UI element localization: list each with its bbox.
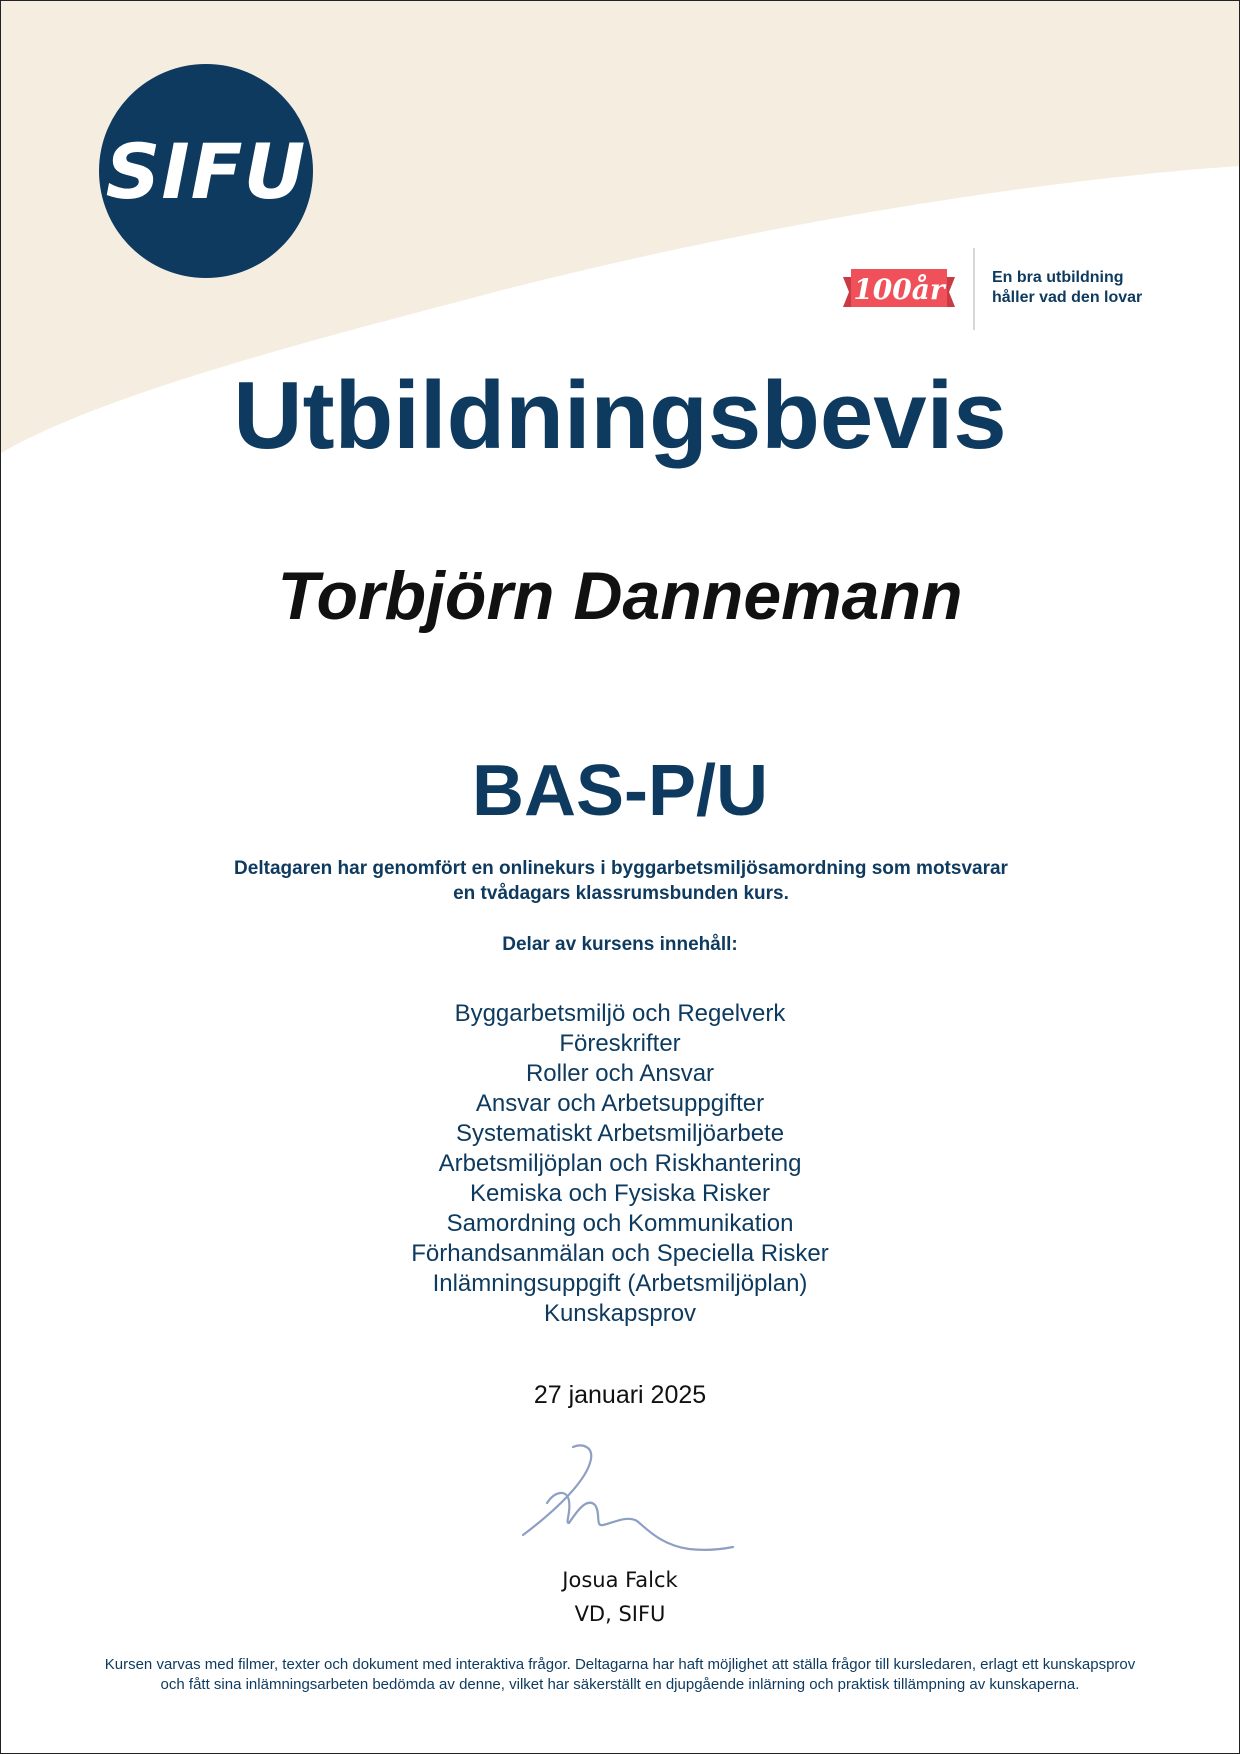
content-item: Arbetsmiljöplan och Riskhantering — [438, 1150, 802, 1177]
certificate-title: Utbildningsbevis — [233, 362, 1007, 469]
signatory-title: VD, SIFU — [574, 1602, 666, 1626]
tagline-line-1: En bra utbildning — [992, 269, 1124, 286]
issue-date: 27 januari 2025 — [533, 1381, 707, 1409]
tagline-line-2: håller vad den lovar — [992, 289, 1143, 306]
content-item: Byggarbetsmiljö och Regelverk — [454, 1000, 786, 1027]
content-item: Inlämningsuppgift (Arbetsmiljöplan) — [432, 1270, 808, 1297]
course-description: Deltagaren har genomfört en onlinekurs i byggarbetsmiljösamordning som motsvarar en tvådagars klassrumsbunden kurs. — [234, 858, 1008, 904]
content-heading: Delar av kursens innehåll: — [502, 934, 738, 955]
anniversary-badge-label: 100år — [853, 272, 945, 306]
course-name: BAS-P/U — [471, 751, 768, 831]
content-item: Kunskapsprov — [543, 1300, 697, 1327]
content-item: Roller och Ansvar — [525, 1060, 715, 1087]
content-item: Systematiskt Arbetsmiljöarbete — [455, 1120, 785, 1147]
content-item: Förhandsanmälan och Speciella Risker — [411, 1240, 829, 1267]
content-item: Kemiska och Fysiska Risker — [469, 1180, 771, 1207]
course-content-list — [1, 999, 1239, 1329]
brand-tagline — [992, 268, 1212, 308]
anniversary-ribbon-badge — [843, 263, 955, 315]
handwritten-signature — [511, 1441, 741, 1561]
logo-text: SIFU — [105, 126, 307, 216]
content-item: Ansvar och Arbetsuppgifter — [475, 1090, 765, 1117]
participant-name: Torbjörn Dannemann — [277, 558, 963, 634]
footer-note: Kursen varvas med filmer, texter och dokument med interaktiva frågor. Deltagarna har haft möjlighet att ställa frågor till kursledaren, erlagt ett kunskapsprov och fått sina inlämningsarbeten bedömda av denne, vilket har säkerställt en djupgående inlärning och praktisk tillämpning av kunskaperna. — [104, 1656, 1136, 1693]
content-item: Föreskrifter — [559, 1030, 681, 1057]
tagline-divider — [973, 248, 975, 330]
content-item: Samordning och Kommunikation — [446, 1210, 794, 1237]
sifu-logo — [99, 64, 313, 278]
signatory-name: Josua Falck — [562, 1568, 678, 1592]
